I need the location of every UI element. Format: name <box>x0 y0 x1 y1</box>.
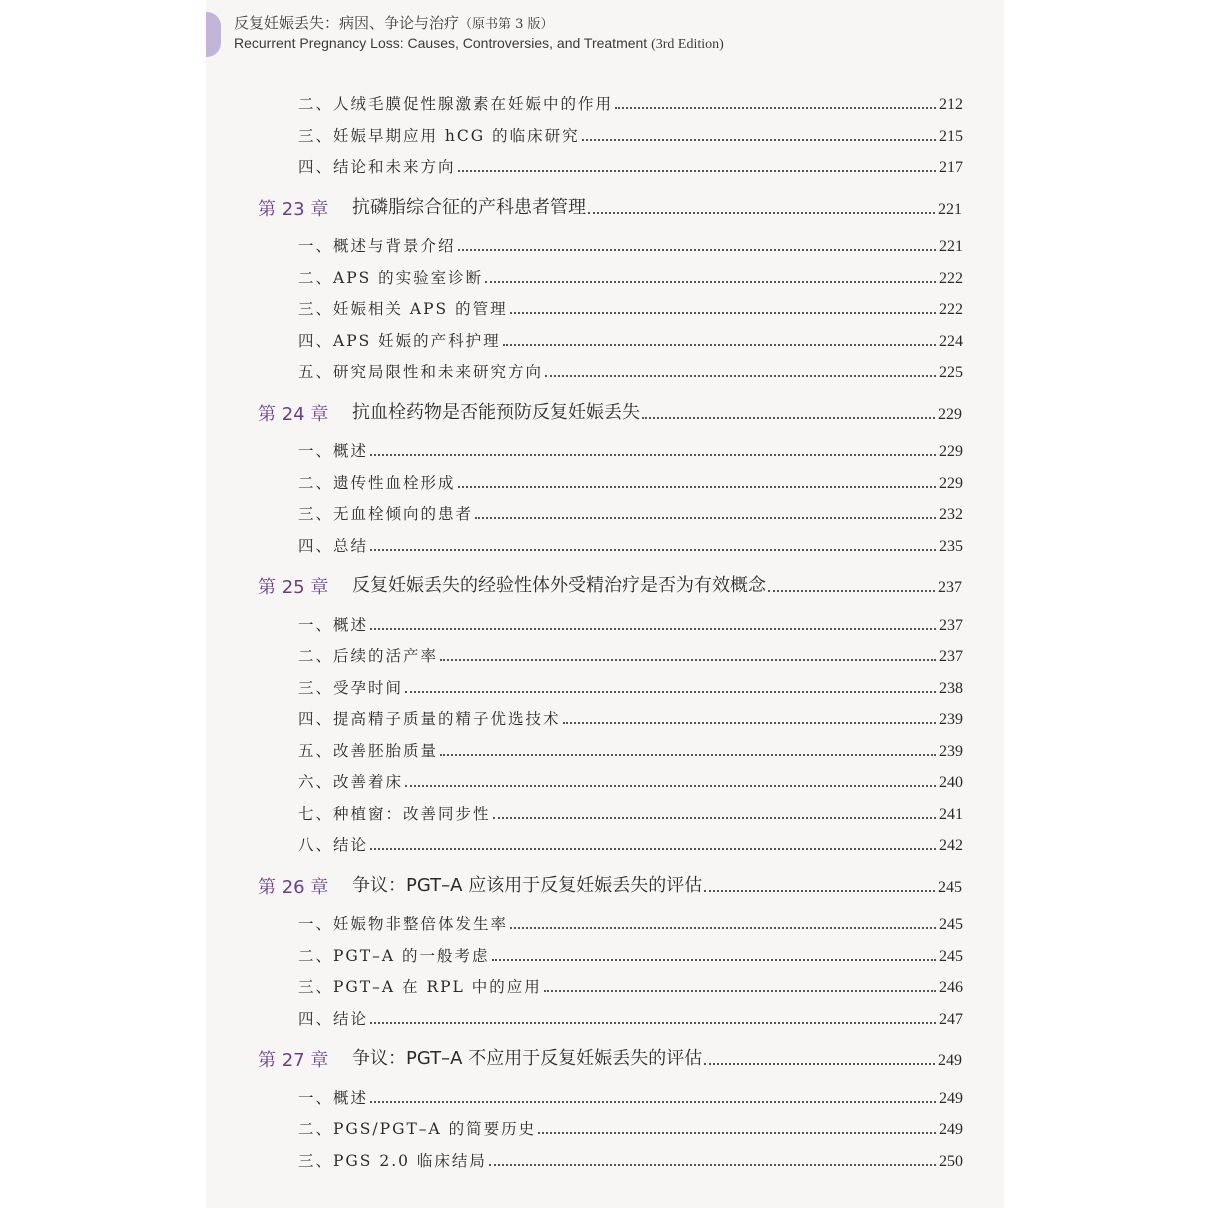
dot-leader <box>582 138 936 141</box>
section-title: 四、结论 <box>298 1009 369 1028</box>
dot-leader <box>485 280 936 283</box>
chapter-number: 第 26 章 <box>258 876 329 898</box>
toc-section-entry <box>298 735 963 763</box>
dot-leader <box>545 374 936 377</box>
toc-section-entry <box>298 766 963 794</box>
toc-section-entry <box>298 293 963 321</box>
toc-section-entry <box>298 672 963 700</box>
toc-chapter-entry <box>258 398 962 426</box>
section-title: 三、妊娠早期应用 hCG 的临床研究 <box>298 126 580 145</box>
dot-leader <box>370 548 936 551</box>
page-number: 245 <box>939 916 963 933</box>
page-number: 245 <box>939 947 963 965</box>
toc-section-entry <box>298 151 963 179</box>
page-number: 242 <box>939 837 963 854</box>
toc-section-entry <box>298 940 963 968</box>
dot-leader <box>510 926 936 929</box>
page-number: 239 <box>939 711 963 728</box>
toc-chapter-entry <box>258 1044 962 1072</box>
dot-leader <box>370 847 936 850</box>
page-number: 250 <box>939 1152 963 1170</box>
toc-section-entry <box>298 467 963 495</box>
section-title: 一、妊娠物非整倍体发生率 <box>298 915 509 933</box>
toc-section-entry <box>298 1003 963 1031</box>
dot-leader <box>563 721 936 724</box>
section-title: 三、PGS 2.0 临床结局 <box>298 1151 487 1170</box>
section-title: 二、人绒毛膜促性腺激素在妊娠中的作用 <box>298 95 614 113</box>
page-number: 238 <box>939 679 963 697</box>
toc-section-entry <box>298 498 963 526</box>
chapter-number: 第 23 章 <box>258 198 329 220</box>
header-edition-cn: （原书第 3 版） <box>459 17 554 32</box>
page-number: 229 <box>939 474 963 492</box>
dot-leader <box>458 485 936 488</box>
dot-leader <box>493 816 936 819</box>
page-number: 229 <box>939 443 963 460</box>
page-number: 224 <box>939 332 963 350</box>
section-title: 五、研究局限性和未来研究方向 <box>298 363 544 381</box>
page-number: 240 <box>939 774 963 791</box>
page-number: 229 <box>938 405 962 423</box>
chapter-title: 争议：PGT–A 不应用于反复妊娠丢失的评估 <box>352 1048 703 1069</box>
page-number: 232 <box>939 506 963 523</box>
section-title: 三、妊娠相关 APS 的管理 <box>298 300 508 318</box>
section-title: 八、结论 <box>298 836 369 854</box>
dot-leader <box>405 784 936 787</box>
section-title: 四、APS 妊娠的产科护理 <box>298 331 501 350</box>
dot-leader <box>370 1021 936 1024</box>
section-title: 四、提高精子质量的精子优选技术 <box>298 710 561 728</box>
chapter-number: 第 27 章 <box>258 1050 329 1071</box>
dot-leader <box>370 453 936 456</box>
toc-section-entry <box>298 1082 963 1110</box>
section-title: 五、改善胚胎质量 <box>298 741 439 760</box>
dot-leader <box>370 1100 936 1103</box>
page-number: 225 <box>939 364 963 381</box>
toc-chapter-entry <box>258 871 962 899</box>
dot-leader <box>489 1163 936 1166</box>
page-number: 249 <box>939 1121 963 1138</box>
header-title-en: Recurrent Pregnancy Loss: Causes, Controversies, and Treatment <box>234 35 648 51</box>
page-number: 249 <box>938 1052 962 1069</box>
dot-leader <box>475 516 936 519</box>
section-title: 二、遗传性血栓形成 <box>298 473 456 492</box>
chapter-number: 第 25 章 <box>258 577 329 598</box>
toc-chapter-entry <box>258 571 962 599</box>
toc-section-entry <box>298 1145 963 1173</box>
dot-leader <box>704 1062 935 1065</box>
section-title: 一、概述 <box>298 1088 369 1107</box>
section-title: 二、APS 的实验室诊断 <box>298 268 484 287</box>
toc-section-entry <box>298 530 963 558</box>
page-number: 222 <box>939 269 963 287</box>
dot-leader <box>538 1131 936 1134</box>
page-number: 215 <box>939 127 963 145</box>
toc-section-entry <box>298 435 963 463</box>
page-number: 249 <box>939 1089 963 1107</box>
toc-section-entry <box>298 798 963 826</box>
chapter-title: 抗磷脂综合征的产科患者管理 <box>352 196 586 218</box>
dot-leader <box>503 343 936 346</box>
dot-leader <box>588 211 935 214</box>
section-title: 一、概述 <box>298 615 369 634</box>
chapter-title: 抗血栓药物是否能预防反复妊娠丢失 <box>352 401 640 423</box>
dot-leader <box>510 311 936 314</box>
toc-section-entry <box>298 609 963 637</box>
toc-section-entry <box>298 88 963 116</box>
section-title: 二、PGT–A 的一般考虑 <box>298 946 490 965</box>
dot-leader <box>615 106 936 109</box>
section-title: 七、种植窗：改善同步性 <box>298 804 491 823</box>
toc-section-entry <box>298 120 963 148</box>
dot-leader <box>440 658 936 661</box>
dot-leader <box>768 589 935 592</box>
page-number: 235 <box>939 537 963 555</box>
page-number: 222 <box>939 301 963 318</box>
dot-leader <box>458 169 936 172</box>
dot-leader <box>405 690 936 693</box>
page-number: 237 <box>938 579 962 596</box>
dot-leader <box>440 753 936 756</box>
dot-leader <box>544 989 936 992</box>
section-title: 一、概述 <box>298 442 369 460</box>
toc-section-entry <box>298 262 963 290</box>
section-title: 六、改善着床 <box>298 773 404 791</box>
toc-section-entry <box>298 230 963 258</box>
toc-section-entry <box>298 908 963 936</box>
section-title: 四、总结 <box>298 536 369 555</box>
section-title: 四、结论和未来方向 <box>298 158 456 176</box>
toc-section-entry <box>298 325 963 353</box>
toc-chapter-entry <box>258 193 962 221</box>
page-number: 247 <box>939 1010 963 1028</box>
section-title: 三、无血栓倾向的患者 <box>298 505 474 523</box>
dot-leader <box>642 416 935 419</box>
section-title: 二、后续的活产率 <box>298 647 439 665</box>
section-title: 三、受孕时间 <box>298 678 404 697</box>
dot-leader <box>370 627 936 630</box>
dot-leader <box>492 958 936 961</box>
toc-section-entry <box>298 971 963 999</box>
toc-section-entry <box>298 356 963 384</box>
chapter-title: 争议：PGT–A 应该用于反复妊娠丢失的评估 <box>352 874 703 896</box>
page-number: 217 <box>939 159 963 176</box>
header-edition-en: (3rd Edition) <box>651 37 724 52</box>
section-title: 三、PGT–A 在 RPL 中的应用 <box>298 978 542 996</box>
chapter-title: 反复妊娠丢失的经验性体外受精治疗是否为有效概念 <box>352 575 766 596</box>
page-number: 241 <box>939 805 963 823</box>
page-number: 237 <box>939 616 963 634</box>
toc-section-entry <box>298 703 963 731</box>
toc-section-entry <box>298 640 963 668</box>
toc-section-entry <box>298 1113 963 1141</box>
page-number: 245 <box>938 878 962 896</box>
section-title: 一、概述与背景介绍 <box>298 237 456 255</box>
dot-leader <box>458 248 936 251</box>
dot-leader <box>704 889 935 892</box>
page-number: 237 <box>939 648 963 665</box>
page-number: 246 <box>939 979 963 996</box>
chapter-number: 第 24 章 <box>258 403 329 425</box>
page-number: 212 <box>939 96 963 113</box>
page-number: 221 <box>938 200 962 218</box>
toc-section-entry <box>298 829 963 857</box>
header-title-cn: 反复妊娠丢失：病因、争论与治疗 <box>234 14 460 32</box>
section-title: 二、PGS/PGT–A 的简要历史 <box>298 1120 537 1138</box>
page-number: 221 <box>939 238 963 255</box>
page-number: 239 <box>939 742 963 760</box>
